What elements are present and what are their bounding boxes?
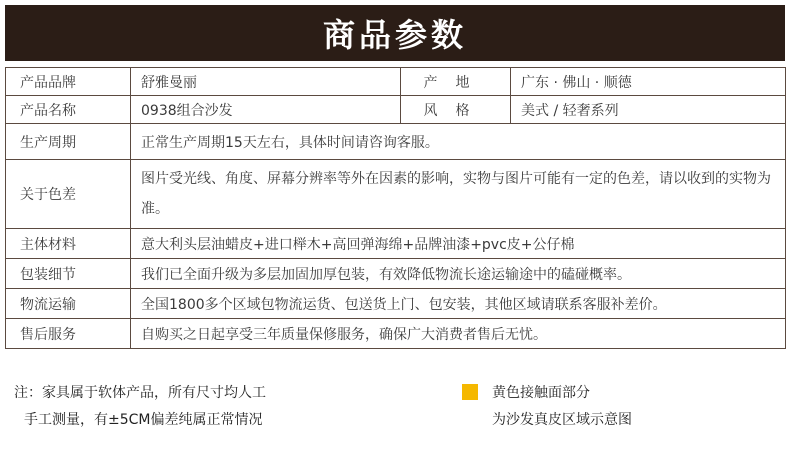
table-row (6, 68, 786, 96)
table-row (6, 124, 786, 160)
logistics-value: 全国1800多个区域包物流运货、包送货上门、包安装，其他区域请联系客服补差价。 (131, 289, 786, 319)
name-value: 0938组合沙发 (131, 96, 401, 124)
aftersale-value: 自购买之日起享受三年质量保修服务，确保广大消费者售后无忧。 (131, 319, 786, 349)
table-row (6, 289, 786, 319)
aftersale-label: 售后服务 (6, 319, 131, 349)
title-banner (5, 5, 785, 61)
material-label: 主体材料 (6, 229, 131, 259)
style-label: 风格 (401, 96, 511, 124)
style-value: 美式 / 轻奢系列 (511, 96, 786, 124)
legend-line-2: 为沙发真皮区域示意图 (492, 412, 632, 428)
cycle-label: 生产周期 (6, 124, 131, 160)
yellow-swatch-icon (462, 384, 478, 400)
table-row (6, 160, 786, 229)
size-note (14, 380, 266, 434)
origin-value: 广东 · 佛山 · 顺德 (511, 68, 786, 96)
table-row (6, 319, 786, 349)
table-row (6, 259, 786, 289)
spec-table (5, 67, 786, 349)
table-row (6, 229, 786, 259)
cycle-value: 正常生产周期15天左右，具体时间请咨询客服。 (131, 124, 786, 160)
name-label: 产品名称 (6, 96, 131, 124)
package-label: 包装细节 (6, 259, 131, 289)
package-value: 我们已全面升级为多层加固加厚包装，有效降低物流长途运输途中的磕碰概率。 (131, 259, 786, 289)
note-line-2: 手工测量，有±5CM偏差纯属正常情况 (24, 412, 263, 428)
legend-line-1: 黄色接触面部分 (492, 385, 590, 401)
color-label: 关于色差 (6, 160, 131, 229)
origin-label: 产地 (401, 68, 511, 96)
table-row (6, 96, 786, 124)
note-line-1: 注：家具属于软体产品，所有尺寸均人工 (14, 385, 266, 401)
page-title: 商品参数 (322, 16, 467, 54)
brand-value: 舒雅曼丽 (131, 68, 401, 96)
color-value: 图片受光线、角度、屏幕分辨率等外在因素的影响，实物与图片可能有一定的色差，请以收到的实物为准。 (131, 160, 786, 229)
material-value: 意大利头层油蜡皮+进口榉木+高回弹海绵+品牌油漆+pvc皮+公仔棉 (131, 229, 786, 259)
logistics-label: 物流运输 (6, 289, 131, 319)
brand-label: 产品品牌 (6, 68, 131, 96)
leather-legend (462, 380, 632, 434)
